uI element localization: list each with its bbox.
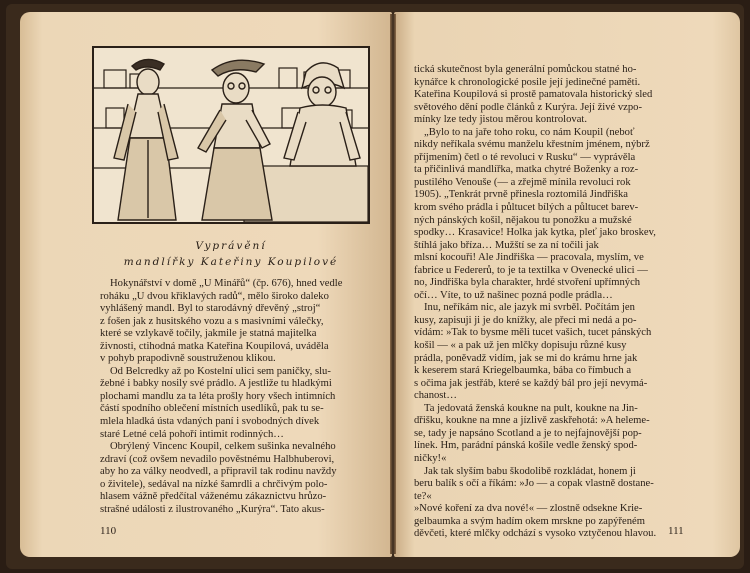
text-line: spodky… Krasavice! Holka jak kytka, pleť jako broskev, [414, 227, 656, 239]
text-line: Kateřina Koupilová si prostě pamatovala historický sled [414, 89, 653, 101]
text-line: plochami mandlu za ta léta prošly hory všech intimních [100, 390, 336, 402]
text-line: tická skutečnost byla generální pomůckou statné ho- [414, 64, 637, 75]
left-page-text [100, 278, 368, 516]
chapter-title-line1: Vyprávění [195, 240, 267, 252]
right-page-text [414, 64, 688, 541]
text-line: dřišku, koukne na mne a jízlivě zaskřehotá: »A heleme- [414, 415, 650, 427]
text-line: vyhlášený mandl. Byl to starodávný dřevěný „stroj“ [100, 303, 321, 315]
text-line: Obrýlený Vincenc Koupil, celkem sušinka nevalného [110, 441, 336, 453]
text-line: žebné i babky nosily své prádlo. A jestliže tu hladkými [100, 378, 332, 390]
illustration-drawing [94, 48, 368, 222]
text-line: Ta jedovatá ženská koukne na pult, koukne na Jin- [424, 402, 638, 414]
text-line: Hokynářství v domě „U Minářů“ (čp. 676), hned vedle [110, 278, 343, 289]
text-line: děvčeti, které mlčky odchází s vysoko vztyčenou hlavou. [414, 528, 657, 540]
text-line: ta přičinlivá mandlířka, matka chytré Boženky a roz- [414, 164, 639, 176]
page-number-right: 111 [668, 525, 684, 537]
text-line: roháku „U dvou křiklavých radů“, mělo široko daleko [100, 290, 329, 302]
text-line: 1905). „Tenkrát prvně přinesla roztomilá Jindřiška [414, 189, 629, 201]
text-line: z fošen jak z husitského vozu a s masivními válečky, [100, 315, 324, 327]
text-line: se, tady je napsáno Scotland a je to nejfajnovější pop- [414, 427, 642, 439]
text-line: ničky!« [414, 452, 447, 464]
text-line: „Bylo to na jaře toho roku, co nám Koupil (neboť [424, 126, 635, 138]
text-line: no, Jindřiška byla charakter, hrdé stvoření upřímných [414, 277, 641, 289]
text-line: Jak tak slyším babu škodolibě rozkládat, honem ji [424, 465, 636, 477]
text-line: prádla, poněvadž vidím, jak se mi do krámu hrne jak [414, 352, 638, 364]
text-line: staré Letné celá pohoří intimit rodinných… [100, 428, 284, 440]
text-line: beru balík s očí a říkám: »Jo — a copak vlastně dostane- [414, 478, 654, 490]
text-line: košil — « a pak už jen mlčky dopisuju různé kusy [414, 340, 627, 352]
text-line: Inu, neříkám nic, ale jazyk mi svrběl. Počítám jen [424, 302, 635, 314]
text-line: zdraví (což ovšem nevadilo pověstnému Halbhuberovi, [100, 453, 335, 465]
text-line: k keserem stará Kriegelbaumka, bába co římbuch a [414, 365, 632, 377]
text-line: chanost… [414, 390, 457, 402]
text-line: kynářce k chronologické posile její jedinečné paměti. [414, 76, 641, 88]
chapter-illustration [92, 46, 370, 224]
book-spine [390, 14, 396, 554]
text-line: které se vzlykavě točily, jakmile je statná majitelka [100, 328, 317, 340]
page-number-left: 110 [100, 525, 117, 537]
text-line: vídám: »Tak to bysme měli tucet vašich, tucet pánských [414, 327, 652, 339]
text-line: částí spodního oblečení místních usedlíků, pak tu se- [100, 403, 324, 415]
text-line: příjmením) četl o té revoluci v Rusku“ — vyprávěla [414, 151, 636, 163]
text-line: pustilého Venouše (— a zřejmě mínila revoluci rok [414, 176, 631, 188]
text-line: kusy, zapisuji ji je do knížky, ale přeci mi nedá a po- [414, 314, 637, 326]
text-line: mínky lze tedy jistou měrou kontrolovat. [414, 114, 588, 126]
text-line: s očima jak jestřáb, které se každý bál pro její nevymá- [414, 377, 648, 389]
text-line: o živitele), sedával na nízké šamrdli a chrčivým polo- [100, 478, 328, 490]
text-line: mlsní kocouři! Ale Jindřiška — pracovala, myslím, ve [414, 252, 644, 264]
text-line: ných pánských košil, nějakou tu ponožku a mužské [414, 214, 632, 226]
text-line: v pohyb prapodivně soustruženou klikou. [100, 353, 276, 365]
text-line: Od Belcredky až po Kostelní ulici sem paničky, slu- [110, 365, 331, 377]
text-line: aby ho za války neodvedl, a připravil tak rodinu navždy [100, 466, 337, 478]
text-line: mlela hladká ústa vdaných paní i svobodných dívek [100, 416, 320, 428]
text-line: živnosti, ctihodná matka Kateřina Koupilová, uváděla [100, 340, 329, 352]
text-line: štíhlá jako bříza… Mužští se za ní točili jak [414, 239, 599, 251]
text-line: gelbaumka a svým hadím okem mrskne po zapýřeném [414, 515, 645, 527]
text-line: hlasem vážně předčítal váženému zákaznictvu hrůzo- [100, 491, 327, 503]
text-line: fabrice u Federerů, to je ta textilka v Ovenecké ulici — [414, 264, 648, 276]
text-line: krom svého prádla i půltucet bílých a půltucet barev- [414, 202, 639, 214]
text-line: světového dění podle článků z Kurýra. Její živé vzpo- [414, 101, 642, 113]
chapter-title-line2: mandlířky Kateřiny Koupilové [123, 256, 339, 268]
text-line: línek. Hm, parádní pánská košile vedle ženský spod- [414, 440, 638, 452]
text-line: nikdy neříkala svému manželu křestním jménem, nýbrž [414, 139, 650, 151]
text-line: očí… Víte, to už našinec pozná podle prádla… [414, 289, 613, 301]
text-line: strašné události z ilustrovaného „Kurýra“. Tato akus- [100, 503, 325, 515]
text-line: »Nové koření za dva nové!« — zlostně odsekne Krie- [414, 503, 643, 515]
text-line: te?« [414, 490, 432, 502]
